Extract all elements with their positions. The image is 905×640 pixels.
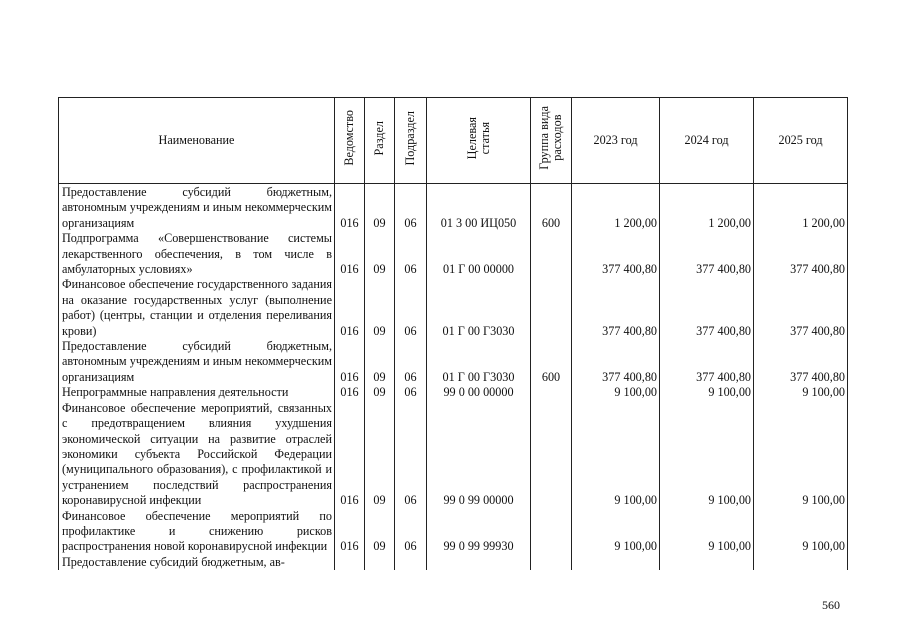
row-2024: 9 100,00 [660, 509, 754, 555]
row-section: 09 [365, 184, 395, 232]
row-subsection: 06 [395, 339, 427, 385]
row-department: 016 [335, 231, 365, 277]
row-name: Предоставление субсидий бюджетным, автономным учреждениям и иным некоммерческим организациям [59, 339, 335, 385]
row-target-article: 01 Г 00 Г3030 [427, 339, 531, 385]
row-2024: 377 400,80 [660, 339, 754, 385]
row-2023: 377 400,80 [572, 277, 660, 339]
row-2023: 1 200,00 [572, 184, 660, 232]
row-subsection: 06 [395, 277, 427, 339]
row-target-article: 01 3 00 ИЦ050 [427, 184, 531, 232]
table-row [59, 184, 848, 232]
row-2025 [754, 555, 848, 570]
row-department: 016 [335, 184, 365, 232]
row-target-article [427, 555, 531, 570]
row-2025: 377 400,80 [754, 231, 848, 277]
row-target-article: 99 0 99 00000 [427, 401, 531, 509]
row-department [335, 555, 365, 570]
row-name: Финансовое обеспечение мероприятий, связанных с предотвращением влияния ухудшения экономической ситуации на развитие отраслей экономики субъекта Российской Федерации (муниципального образования), с профилактикой и устранением последствий распространения коронавирусной инфекции [59, 401, 335, 509]
row-name: Предоставление субсидий бюджетным, автономным учреждениям и иным некоммерческим организациям [59, 184, 335, 232]
row-expense-group [531, 401, 572, 509]
row-department: 016 [335, 401, 365, 509]
row-subsection: 06 [395, 231, 427, 277]
row-department: 016 [335, 385, 365, 400]
row-name: Финансовое обеспечение мероприятий по профилактике и снижению рисков распространения новой коронавирусной инфекции [59, 509, 335, 555]
row-subsection [395, 555, 427, 570]
row-expense-group [531, 509, 572, 555]
row-2024: 9 100,00 [660, 401, 754, 509]
row-2024: 377 400,80 [660, 277, 754, 339]
table-row [59, 231, 848, 277]
row-subsection: 06 [395, 401, 427, 509]
row-section: 09 [365, 339, 395, 385]
row-2023: 377 400,80 [572, 231, 660, 277]
header-section: Раздел [365, 98, 395, 184]
row-name: Подпрограмма «Совершенствование системы лекарственного обеспечения, в том числе в амбулаторных условиях» [59, 231, 335, 277]
row-expense-group [531, 277, 572, 339]
table-row [59, 555, 848, 570]
row-target-article: 01 Г 00 Г3030 [427, 277, 531, 339]
row-2025: 1 200,00 [754, 184, 848, 232]
row-2023: 9 100,00 [572, 385, 660, 400]
row-2023: 377 400,80 [572, 339, 660, 385]
row-target-article: 99 0 99 99930 [427, 509, 531, 555]
row-name: Непрограммные направления деятельности [59, 385, 335, 400]
row-2025: 9 100,00 [754, 401, 848, 509]
row-expense-group [531, 385, 572, 400]
row-2023 [572, 555, 660, 570]
header-target-article: Целевая статья [427, 98, 531, 184]
table-row [59, 401, 848, 509]
row-section: 09 [365, 509, 395, 555]
row-department: 016 [335, 277, 365, 339]
table-row [59, 509, 848, 555]
row-expense-group [531, 231, 572, 277]
row-2025: 377 400,80 [754, 339, 848, 385]
header-subsection: Подраздел [395, 98, 427, 184]
row-subsection: 06 [395, 385, 427, 400]
header-name: Наименование [59, 98, 335, 184]
row-2024: 1 200,00 [660, 184, 754, 232]
table-row [59, 277, 848, 339]
row-section [365, 555, 395, 570]
header-expense-group: Группа вида расходов [531, 98, 572, 184]
row-section: 09 [365, 401, 395, 509]
row-name: Предоставление субсидий бюджетным, ав- [59, 555, 335, 570]
row-2025: 9 100,00 [754, 385, 848, 400]
row-subsection: 06 [395, 184, 427, 232]
row-expense-group: 600 [531, 339, 572, 385]
row-expense-group: 600 [531, 184, 572, 232]
row-target-article: 99 0 00 00000 [427, 385, 531, 400]
row-name: Финансовое обеспечение государственного задания на оказание государственных услуг (выполнение работ) (центры, станции и отделения переливания крови) [59, 277, 335, 339]
row-department: 016 [335, 339, 365, 385]
row-2024 [660, 555, 754, 570]
row-section: 09 [365, 231, 395, 277]
table-header-row [59, 98, 848, 184]
header-2023: 2023 год [572, 98, 660, 184]
header-2025: 2025 год [754, 98, 848, 184]
row-2024: 9 100,00 [660, 385, 754, 400]
row-department: 016 [335, 509, 365, 555]
row-2025: 9 100,00 [754, 509, 848, 555]
row-section: 09 [365, 277, 395, 339]
page-number: 560 [822, 598, 840, 612]
row-expense-group [531, 555, 572, 570]
table-row [59, 385, 848, 400]
row-target-article: 01 Г 00 00000 [427, 231, 531, 277]
header-department: Ведомство [335, 98, 365, 184]
budget-table [58, 97, 848, 570]
row-2025: 377 400,80 [754, 277, 848, 339]
row-2024: 377 400,80 [660, 231, 754, 277]
row-section: 09 [365, 385, 395, 400]
row-2023: 9 100,00 [572, 509, 660, 555]
table-row [59, 339, 848, 385]
header-2024: 2024 год [660, 98, 754, 184]
row-subsection: 06 [395, 509, 427, 555]
row-2023: 9 100,00 [572, 401, 660, 509]
